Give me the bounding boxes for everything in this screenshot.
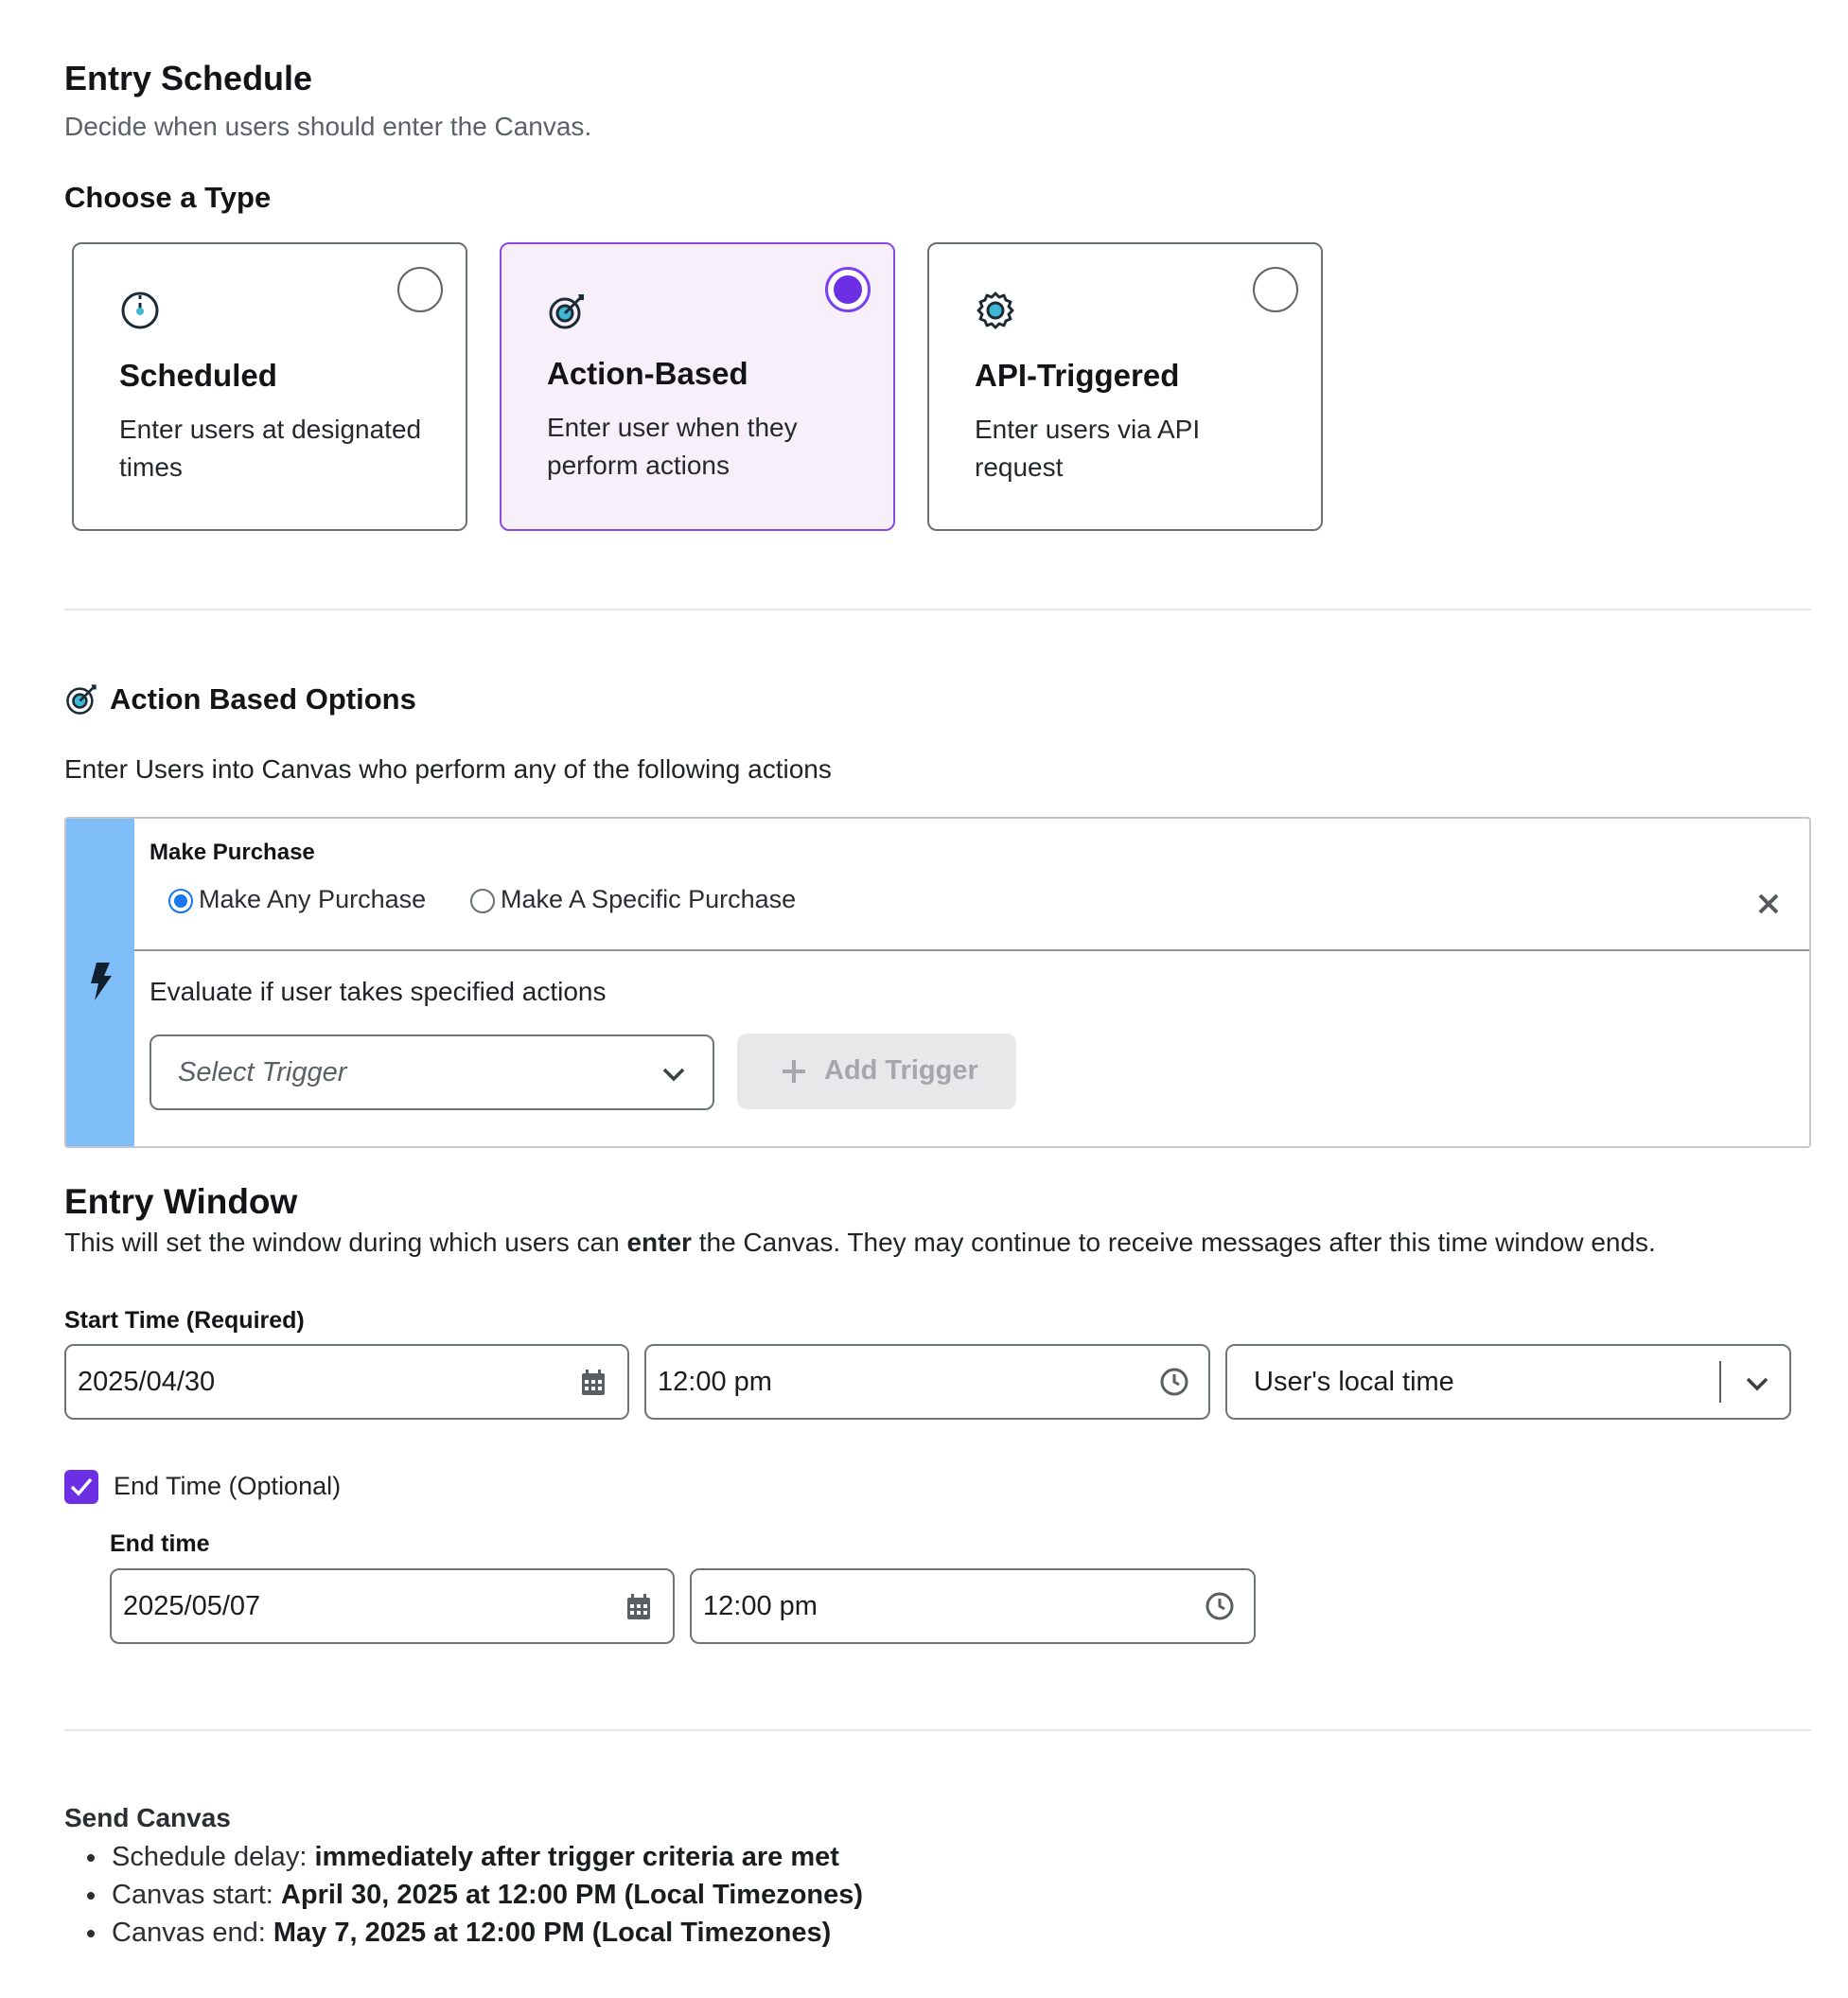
list-item: Canvas start: April 30, 2025 at 12:00 PM (Local Timezones) <box>64 1876 863 1914</box>
end-time-value: 12:00 pm <box>703 1591 818 1621</box>
chevron-down-icon <box>660 1061 687 1087</box>
add-trigger-button[interactable] <box>737 1034 1016 1109</box>
lightning-icon <box>87 961 114 1002</box>
card-title: API-Triggered <box>975 358 1180 393</box>
start-time-label: Start Time (Required) <box>64 1307 305 1334</box>
gear-icon <box>975 290 1016 331</box>
api-triggered-radio[interactable] <box>1253 267 1298 312</box>
end-time-checkbox[interactable] <box>64 1470 98 1504</box>
calendar-icon <box>580 1369 607 1397</box>
checkmark-icon <box>69 1476 94 1498</box>
card-title: Scheduled <box>119 358 277 393</box>
list-item: Schedule delay: immediately after trigger criteria are met <box>64 1838 863 1876</box>
close-icon[interactable] <box>1757 893 1780 915</box>
calendar-icon <box>625 1593 652 1621</box>
entry-window-heading: Entry Window <box>64 1182 298 1221</box>
action-based-radio[interactable] <box>825 267 871 312</box>
end-time-label: End time <box>110 1530 210 1557</box>
target-icon <box>64 681 100 716</box>
scheduled-radio[interactable] <box>397 267 443 312</box>
action-options-heading: Action Based Options <box>110 682 416 716</box>
make-specific-purchase-label[interactable]: Make A Specific Purchase <box>501 885 797 913</box>
type-card-scheduled[interactable] <box>72 242 467 531</box>
section-divider <box>64 609 1811 610</box>
action-options-intro: Enter Users into Canvas who perform any of the following actions <box>64 754 832 784</box>
summary-list <box>64 1838 863 1952</box>
start-time-value: 12:00 pm <box>658 1367 772 1397</box>
summary-heading: Send Canvas <box>64 1803 231 1832</box>
make-any-purchase-label[interactable]: Make Any Purchase <box>199 885 427 913</box>
choose-type-heading: Choose a Type <box>64 181 272 214</box>
section-divider <box>64 1729 1811 1731</box>
add-trigger-label: Add Trigger <box>824 1055 978 1086</box>
select-trigger-dropdown[interactable] <box>150 1034 714 1110</box>
select-separator <box>1719 1361 1721 1403</box>
page-subtitle: Decide when users should enter the Canvas. <box>64 112 592 141</box>
end-date-value: 2025/05/07 <box>123 1591 261 1621</box>
clock-icon <box>119 290 161 331</box>
start-date-input[interactable] <box>64 1344 629 1420</box>
end-date-input[interactable] <box>110 1568 675 1644</box>
plus-icon <box>781 1058 807 1085</box>
list-item: Canvas end: May 7, 2025 at 12:00 PM (Local Timezones) <box>64 1914 863 1952</box>
timezone-value: User's local time <box>1254 1367 1454 1397</box>
card-description: Enter users at designated times <box>119 415 422 482</box>
card-description: Enter user when they perform actions <box>547 413 798 480</box>
trigger-bar <box>66 819 134 1146</box>
trigger-label: Make Purchase <box>150 840 315 865</box>
type-card-action-based[interactable] <box>500 242 895 531</box>
make-specific-purchase-radio[interactable] <box>470 889 495 913</box>
end-time-input[interactable] <box>690 1568 1256 1644</box>
start-time-input[interactable] <box>644 1344 1210 1420</box>
entry-window-description: This will set the window during which users can enter the Canvas. They may continue to receive messages after this time window ends. <box>64 1228 1656 1257</box>
target-icon <box>547 290 589 331</box>
select-trigger-placeholder: Select Trigger <box>178 1057 347 1087</box>
make-any-purchase-radio[interactable] <box>168 889 193 913</box>
chevron-down-icon <box>1744 1370 1770 1397</box>
evaluate-text: Evaluate if user takes specified actions <box>150 977 607 1006</box>
clock-icon <box>1159 1367 1189 1397</box>
timezone-select[interactable] <box>1225 1344 1791 1420</box>
type-card-api-triggered[interactable] <box>927 242 1323 531</box>
start-date-value: 2025/04/30 <box>78 1367 216 1397</box>
trigger-separator <box>134 949 1809 951</box>
clock-icon <box>1205 1591 1235 1621</box>
card-title: Action-Based <box>547 356 748 391</box>
page-title: Entry Schedule <box>64 59 313 97</box>
card-description: Enter users via API request <box>975 415 1201 482</box>
end-time-checkbox-label[interactable]: End Time (Optional) <box>114 1472 342 1500</box>
